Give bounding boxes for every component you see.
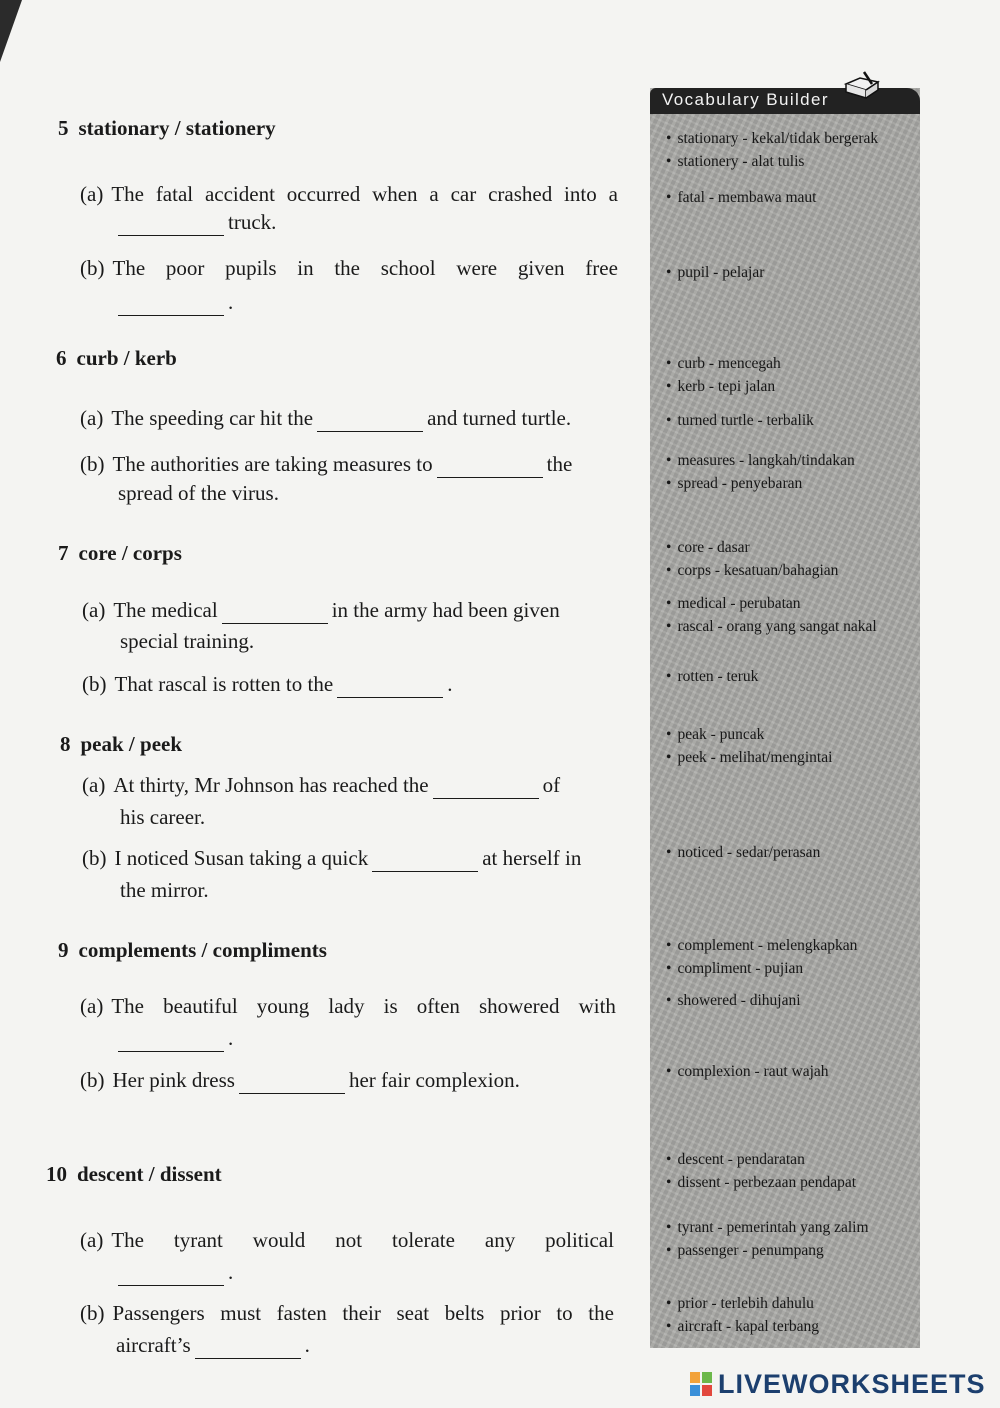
blank-6a[interactable]	[317, 409, 423, 432]
question-10a-text: The tyrant would not tolerate any political	[111, 1228, 614, 1252]
vocab-pupil: • pupil - pelajar	[666, 264, 764, 282]
blank-9b[interactable]	[239, 1071, 345, 1094]
question-10a: (a) The tyrant would not tolerate any political	[80, 1228, 614, 1252]
vocab-peak: • peak - puncak	[666, 726, 764, 744]
vocabulary-builder-header	[650, 88, 920, 114]
question-6b: (b) The authorities are taking measures to the	[80, 452, 573, 476]
question-5b: (b) The poor pupils in the school were given free	[80, 256, 618, 280]
question-9a-text: The beautiful young lady is often showered with	[111, 994, 616, 1018]
question-5a-text: The fatal accident occurred when a car crashed into a	[111, 182, 618, 206]
vocab-tyrant: • tyrant - pemerintah yang zalim	[666, 1219, 869, 1237]
vocab-rascal: • rascal - orang yang sangat nakal	[666, 618, 877, 636]
question-5a: (a) The fatal accident occurred when a car crashed into a	[80, 182, 618, 206]
liveworksheets-logo	[690, 1368, 986, 1400]
question-5-heading: 5 stationary / stationery	[58, 116, 276, 140]
vocab-compliment: • compliment - pujian	[666, 960, 803, 978]
question-8b-line2: the mirror.	[120, 878, 209, 902]
question-6b-line2: spread of the virus.	[118, 481, 279, 505]
question-5b-text: The poor pupils in the school were given free	[112, 256, 618, 280]
question-7a: (a) The medical in the army had been given	[82, 598, 560, 622]
question-9a: (a) The beautiful young lady is often showered with	[80, 994, 616, 1018]
blank-6b[interactable]	[437, 455, 543, 478]
vocab-medical: • medical - perubatan	[666, 595, 801, 613]
vocab-prior: • prior - terlebih dahulu	[666, 1295, 814, 1313]
vocab-corps: • corps - kesatuan/bahagian	[666, 562, 838, 580]
question-10b-line2: aircraft’s .	[116, 1333, 310, 1357]
open-book-pencil-icon	[842, 70, 882, 104]
vocab-peek: • peek - melihat/mengintai	[666, 749, 832, 767]
vocab-core: • core - dasar	[666, 539, 750, 557]
vocabulary-builder-title: Vocabulary Builder	[662, 90, 829, 109]
question-10b-text: Passengers must fasten their seat belts prior to the	[112, 1301, 614, 1325]
question-6-heading: 6 curb / kerb	[56, 346, 177, 370]
blank-5a[interactable]	[118, 213, 224, 236]
vocab-measures: • measures - langkah/tindakan	[666, 452, 855, 470]
vocab-kerb: • kerb - tepi jalan	[666, 378, 775, 396]
question-9b: (b) Her pink dress her fair complexion.	[80, 1068, 520, 1092]
blank-8b[interactable]	[372, 849, 478, 872]
page-corner-shadow	[0, 0, 22, 62]
question-8-heading: 8 peak / peek	[60, 732, 183, 756]
question-6a: (a) The speeding car hit the and turned turtle.	[80, 406, 572, 430]
question-5b-line2: .	[114, 290, 233, 316]
vocab-spread: • spread - penyebaran	[666, 475, 802, 493]
blank-7a[interactable]	[222, 601, 328, 624]
vocab-noticed: • noticed - sedar/perasan	[666, 844, 820, 862]
question-9-heading: 9 complements / compliments	[58, 938, 327, 962]
blank-7b[interactable]	[337, 675, 443, 698]
vocab-stationery: • stationery - alat tulis	[666, 153, 804, 171]
question-8a: (a) At thirty, Mr Johnson has reached the of	[82, 773, 561, 797]
question-10b: (b) Passengers must fasten their seat belts prior to the	[80, 1301, 614, 1325]
question-5a-line2: truck.	[114, 210, 276, 236]
vocab-aircraft: • aircraft - kapal terbang	[666, 1318, 819, 1336]
vocab-stationary: • stationary - kekal/tidak bergerak	[666, 130, 878, 148]
question-7a-line2: special training.	[120, 629, 255, 653]
question-7-heading: 7 core / corps	[58, 541, 182, 565]
question-9a-line2: .	[114, 1026, 233, 1052]
blank-8a[interactable]	[433, 776, 539, 799]
vocabulary-builder-panel	[650, 88, 920, 1348]
vocab-dissent: • dissent - perbezaan pendapat	[666, 1174, 856, 1192]
blank-5b[interactable]	[118, 293, 224, 316]
question-8b: (b) I noticed Susan taking a quick at herself in	[82, 846, 582, 870]
vocab-fatal: • fatal - membawa maut	[666, 189, 816, 207]
blank-10a[interactable]	[118, 1263, 224, 1286]
question-8a-line2: his career.	[120, 805, 206, 829]
vocab-rotten: • rotten - teruk	[666, 668, 758, 686]
vocab-curb: • curb - mencegah	[666, 355, 781, 373]
vocab-passenger: • passenger - penumpang	[666, 1242, 824, 1260]
vocab-complexion: • complexion - raut wajah	[666, 1063, 829, 1081]
blank-10b[interactable]	[195, 1336, 301, 1359]
vocab-turned-turtle: • turned turtle - terbalik	[666, 412, 814, 430]
vocab-showered: • showered - dihujani	[666, 992, 801, 1010]
question-10-heading: 10 descent / dissent	[46, 1162, 222, 1186]
question-10a-line2: .	[114, 1260, 233, 1286]
blank-9a[interactable]	[118, 1029, 224, 1052]
vocab-descent: • descent - pendaratan	[666, 1151, 805, 1169]
vocab-complement: • complement - melengkapkan	[666, 937, 857, 955]
question-7b: (b) That rascal is rotten to the .	[82, 672, 453, 696]
liveworksheets-logo-icon	[690, 1372, 712, 1396]
liveworksheets-wordmark: LIVEWORKSHEETS	[718, 1368, 986, 1399]
